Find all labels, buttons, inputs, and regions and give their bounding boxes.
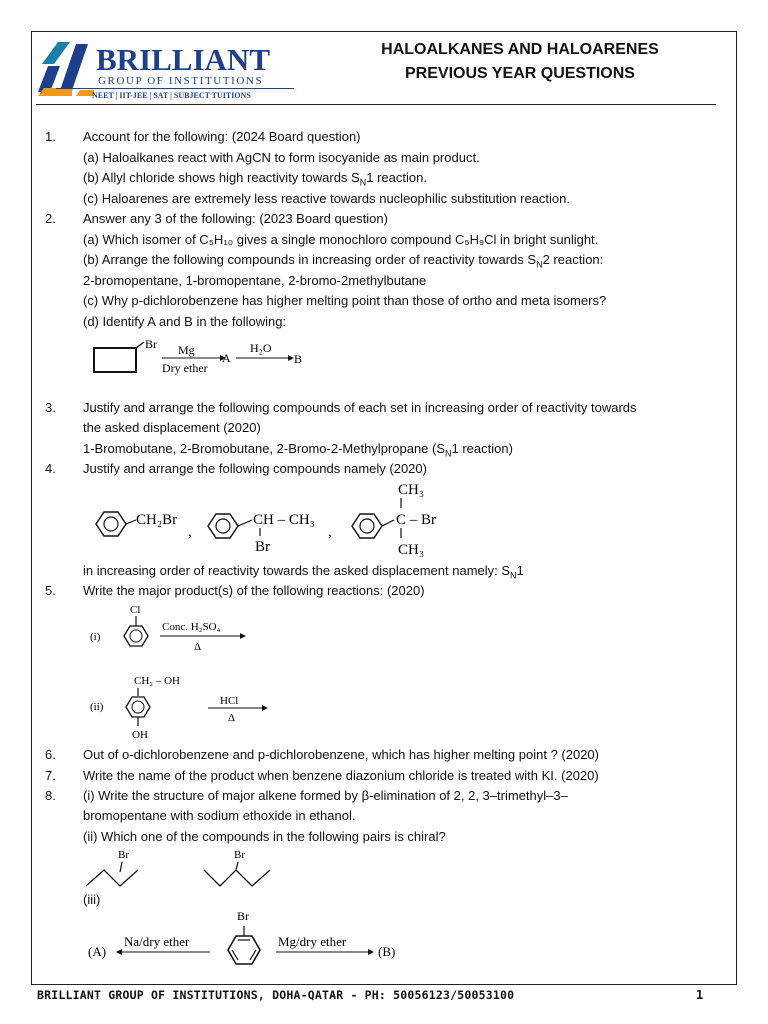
q1-stem: Account for the following: (2024 Board question) — [83, 129, 361, 144]
q7-number: 7. — [45, 768, 56, 783]
logo-subtitle: GROUP OF INSTITUTIONS — [98, 75, 264, 87]
q4-compound3-bottom: CH₃ — [398, 542, 425, 558]
q5-i-reagent: Conc. H₂SO₄ — [162, 621, 221, 633]
q6-text: Out of o-dichlorobenzene and p-dichlorobenzene, which has higher melting point ? (2020) — [83, 747, 599, 762]
q2-br-label: Br — [145, 337, 157, 351]
q6-number: 6. — [45, 747, 56, 762]
q5-i-label: (i) — [90, 631, 101, 643]
q2-part-b: (b) Arrange the following compounds in increasing order of reactivity towards $S_N2$ reaction: — [83, 252, 604, 270]
q8-skeletal-pair — [84, 846, 284, 895]
q1-part-c: (c) Haloarenes are extremely less reactive towards nucleophilic substitution reaction. — [83, 191, 570, 206]
q8-part-i-line1: (i) Write the structure of major alkene formed by β-elimination of 2, 2, 3–trimethyl–3– — [83, 788, 568, 803]
header-divider — [36, 104, 716, 105]
q3-number: 3. — [45, 400, 56, 415]
q5-ii-reagent: HCl — [220, 695, 239, 707]
q2-part-a: (a) Which isomer of C₅H₁₀ gives a single monochloro compound C₅H₉Cl in bright sunlight. — [83, 232, 599, 247]
q2-reagent-mg: Mg — [178, 343, 195, 357]
q1-part-a: (a) Haloalkanes react with AgCN to form isocyanide as main product. — [83, 150, 480, 165]
q4-compound1: CH₂Br — [136, 512, 178, 528]
q5-stem: Write the major product(s) of the following reactions: (2020) — [83, 583, 425, 598]
page-title: HALOALKANES AND HALOARENES PREVIOUS YEAR QUESTIONS — [381, 41, 659, 82]
q2-product-a: A — [222, 351, 231, 365]
q5-i-cl: Cl — [130, 604, 141, 616]
q8-iii-left-reagent: Na/dry ether — [124, 934, 190, 949]
q4-stem: Justify and arrange the following compounds namely (2020) — [83, 461, 427, 476]
q2-reagent-dry-ether: Dry ether — [162, 361, 208, 375]
q2-part-d: (d) Identify A and B in the following: — [83, 314, 287, 329]
q2-stem: Answer any 3 of the following: (2023 Board question) — [83, 211, 388, 226]
q2-part-b-compounds: 2-bromopentane, 1-bromopentane, 2-bromo-2methylbutane — [83, 273, 427, 288]
q4-compound3-mid: C – Br — [396, 512, 437, 528]
brilliant-logo — [36, 36, 298, 102]
q2-reagent-water: H₂O — [250, 341, 272, 355]
q3-line1: Justify and arrange the following compounds of each set in increasing order of reactivity towards — [83, 400, 637, 415]
q4-comma2: , — [328, 524, 332, 540]
q8-iii-right-reagent: Mg/dry ether — [278, 934, 347, 949]
page-footer: BRILLIANT GROUP OF INSTITUTIONS, DOHA-QATAR - PH: 50056123/50053100 — [37, 988, 515, 1002]
q5-ii-label: (ii) — [90, 701, 104, 713]
q2-product-b: B — [294, 352, 303, 366]
logo-tagline: NEET | IIT-JEE | SAT | SUBJECT TUITIONS — [92, 91, 251, 100]
q1-part-b: (b) Allyl chloride shows high reactivity towards $S_N1$ reaction. — [83, 170, 427, 188]
q8-br-2: Br — [234, 849, 245, 861]
q4-compound2: CH – CH₃ — [253, 512, 315, 528]
logo-name: BRILLIANT — [96, 42, 270, 77]
page-number: 1 — [696, 988, 704, 1002]
q5-ii-bottom: OH — [132, 729, 148, 741]
q8-part-iii: (iii) — [83, 892, 101, 907]
q8-part-ii: (ii) Which one of the compounds in the following pairs is chiral? — [83, 829, 446, 844]
q4-compounds — [86, 480, 466, 565]
q3-line2: the asked displacement (2020) — [83, 420, 261, 435]
q2-number: 2. — [45, 211, 56, 226]
q8-iii-b: (B) — [378, 944, 396, 959]
q7-text: Write the name of the product when benzene diazonium chloride is treated with KI. (2020) — [83, 768, 599, 783]
q5-reaction-ii — [86, 670, 276, 749]
q4-number: 4. — [45, 461, 56, 476]
q8-iii-a: (A) — [88, 944, 107, 959]
q5-ii-top: CH₂ – OH — [134, 675, 181, 687]
q4-comma1: , — [188, 524, 192, 540]
q8-br-1: Br — [118, 849, 129, 861]
q8-number: 8. — [45, 788, 56, 803]
q4-compound2-br: Br — [255, 539, 270, 555]
q8-part-i-line2: bromopentane with sodium ethoxide in ethanol. — [83, 808, 356, 823]
q5-i-delta: Δ — [194, 641, 202, 653]
q8-iii-br: Br — [237, 909, 249, 923]
q3-line3: 1-Bromobutane, 2-Bromobutane, 2-Bromo-2-Methylpropane ($S_N1$ reaction) — [83, 441, 513, 459]
q4-tail: in increasing order of reactivity towards the asked displacement namely: $S_N1$ — [83, 563, 524, 581]
q8-reaction-scheme — [86, 906, 416, 975]
q2-part-c: (c) Why p-dichlorobenzene has higher melting point than those of ortho and meta isomers? — [83, 293, 607, 308]
q2-reaction-scheme — [88, 336, 318, 387]
q4-compound3-top: CH₃ — [398, 482, 425, 498]
q5-reaction-i — [86, 600, 266, 661]
q5-number: 5. — [45, 583, 56, 598]
q1-number: 1. — [45, 129, 56, 144]
q5-ii-delta: Δ — [228, 712, 236, 724]
